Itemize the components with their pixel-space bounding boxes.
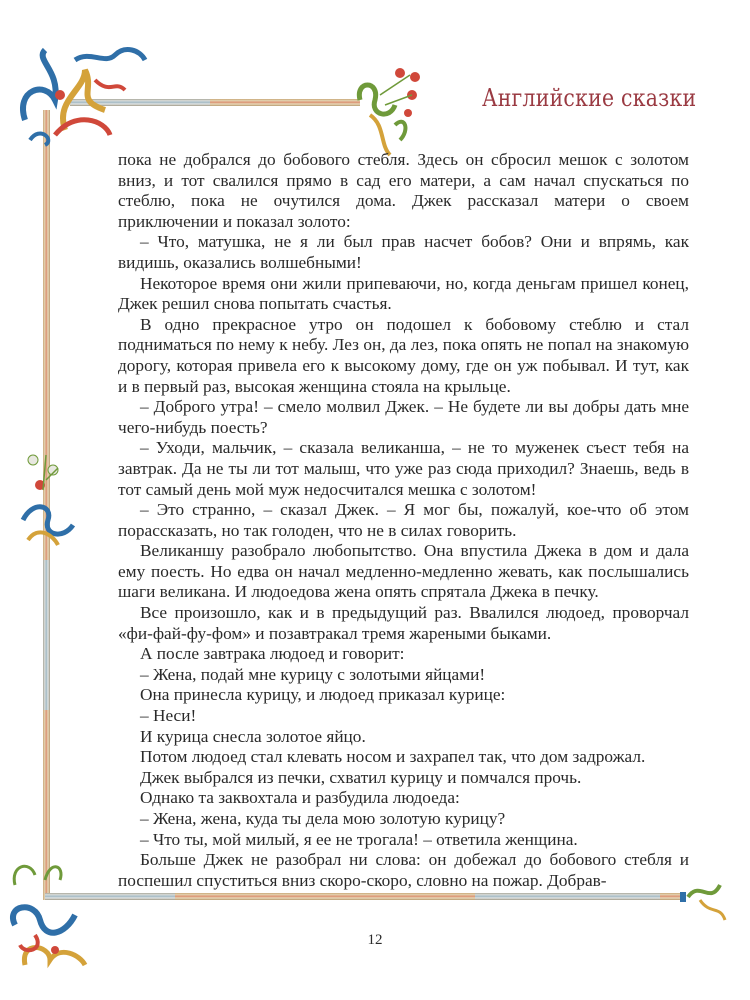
paragraph: Некоторое время они жили припеваючи, но, когда деньгам пришел конец, Джек решил снова попытать счастья. xyxy=(118,273,689,314)
paragraph: Джек выбрался из печки, схватил курицу и помчался прочь. xyxy=(140,767,582,787)
paragraph: Больше Джек не разобрал ни слова: он добежал до бобового стебля и поспешил спуститься вниз скоро-скоро, словно на пожар. Добрав- xyxy=(118,850,689,890)
top-left-floral-ornament-icon xyxy=(15,40,155,150)
paragraph: И курица снесла золотое яйцо. xyxy=(140,726,366,746)
paragraph: – Это странно, – сказал Джек. – Я мог бы, пожалуй, кое-что об этом порассказать, но так голоден, что не в силах говорить. xyxy=(118,500,689,540)
left-margin-floral-ornament-icon xyxy=(18,440,78,550)
top-right-floral-ornament-icon xyxy=(350,55,430,160)
running-title: Английские сказки xyxy=(482,84,697,112)
bottom-left-floral-ornament-icon xyxy=(5,855,95,975)
page-number: 12 xyxy=(367,932,383,948)
paragraph: – Неси! xyxy=(140,706,197,726)
paragraph: пока не добрался до бобового стебля. Здесь он сбросил мешок с золотом вниз, и тот свалился прямо в сад его матери, а сам начал спускаться по стеблю, пока не очутился дома. Джек рассказал матери о своем приключении и показал золото: xyxy=(118,150,689,231)
paragraph: Великаншу разобрало любопытство. Она впустила Джека в дом и дала ему поесть. Но едва он начал медленно-медленно жевать, как послышались шаги великана. И людоедова жена опять спрятала Джека в печку. xyxy=(118,541,689,602)
paragraph: – Уходи, мальчик, – сказала великанша, – не то муженек съест тебя на завтрак. Да не ты ли тот малыш, что уже раз сюда приходил? Знаешь, ведь в тот самый день мой муж недосчитался мешка с золотом! xyxy=(118,438,689,499)
paragraph: Однако та заквохтала и разбудила людоеда: xyxy=(140,788,460,808)
paragraph: – Что, матушка, не я ли был прав насчет бобов? Они и впрямь, как видишь, оказались волшебными! xyxy=(118,232,689,272)
bottom-border-bar-segment xyxy=(475,893,660,900)
paragraph: Потом людоед стал клевать носом и захрапел так, что дом задрожал. xyxy=(140,747,646,767)
paragraph: – Жена, жена, куда ты дела мою золотую курицу? xyxy=(140,809,506,828)
paragraph: А после завтрака людоед и говорит: xyxy=(140,644,405,664)
paragraph: – Доброго утра! – смело молвил Джек. – Не будете ли вы добры дать мне чего-нибудь поесть? xyxy=(118,397,689,437)
paragraph: В одно прекрасное утро он подошел к бобовому стеблю и стал подниматься по нему к небу. Лез он, да лез, пока опять не попал на знакомую дорогу, которая привела его к высокому дому, где он уж побывал. И тут, как и в первый раз, высокая женщина стояла на крыльце. xyxy=(118,314,689,396)
left-border-bar-segment xyxy=(43,560,50,710)
paragraph: Все произошло, как и в предыдущий раз. Ввалился людоед, проворчал «фи-фай-фу-фом» и позавтракал тремя жареными быками. xyxy=(118,603,689,643)
paragraph: Она принесла курицу, и людоед приказал курице: xyxy=(140,685,506,705)
paragraph: – Жена, подай мне курицу с золотыми яйцами! xyxy=(140,664,486,684)
body-text xyxy=(118,150,689,891)
paragraph: – Что ты, мой милый, я ее не трогала! – ответила женщина. xyxy=(140,829,578,849)
